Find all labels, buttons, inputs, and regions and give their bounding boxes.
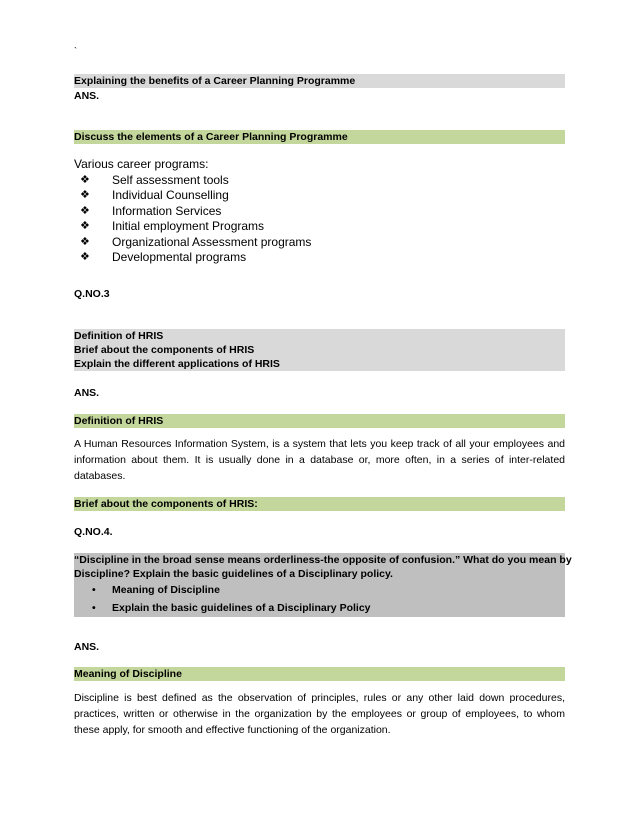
q4-question-block xyxy=(74,553,572,617)
diamond-bullet-icon: ❖ xyxy=(80,189,90,201)
hris-definition-paragraph: A Human Resources Information System, is a system that lets you keep track of all your employees and information about them. It is usually done in a database or, more often, in a series of inter-related databases. xyxy=(74,438,565,482)
list-item: ❖ Developmental programs xyxy=(80,250,247,264)
list-intro: Various career programs: xyxy=(74,157,209,171)
q3-question-3: Explain the different applications of HRIS xyxy=(74,357,565,371)
q4-bullet-item: • Explain the basic guidelines of a Disciplinary Policy xyxy=(74,599,565,617)
q4-question-line-1: “Discipline in the broad sense means orderliness-the opposite of confusion.” What do you mean by xyxy=(74,554,572,566)
ans-label-q3: ANS. xyxy=(74,387,100,399)
list-item: ❖ Self assessment tools xyxy=(80,172,229,187)
heading-career-benefits: Explaining the benefits of a Career Planning Programme xyxy=(74,74,565,88)
heading-career-elements: Discuss the elements of a Career Planning Programme xyxy=(74,130,565,144)
discipline-meaning-paragraph: Discipline is best defined as the observation of principles, rules or any other laid down procedures, practices, written or otherwise in the organization by the employees or group of employees, to whom these apply, for smooth and effective functioning of the organization. xyxy=(74,692,565,736)
q3-question-1: Definition of HRIS xyxy=(74,329,565,343)
bullet-dot-icon: • xyxy=(92,602,96,614)
list-item: ❖ Individual Counselling xyxy=(80,188,229,202)
q4-question-line-2: Discipline? Explain the basic guidelines of a Disciplinary policy. xyxy=(74,568,393,580)
diamond-bullet-icon: ❖ xyxy=(80,204,90,217)
career-programs-list xyxy=(74,157,311,266)
heading-meaning-discipline: Meaning of Discipline xyxy=(74,667,565,681)
heading-definition-hris: Definition of HRIS xyxy=(74,414,565,428)
list-item: ❖ Initial employment Programs xyxy=(80,219,265,233)
ans-label-q4: ANS. xyxy=(74,641,100,653)
question-number-3: Q.NO.3 xyxy=(74,288,110,300)
q3-question-2: Brief about the components of HRIS xyxy=(74,343,565,357)
question-number-4: Q.NO.4. xyxy=(74,526,113,538)
heading-hris-components: Brief about the components of HRIS: xyxy=(74,497,565,511)
bullet-dot-icon: • xyxy=(92,584,96,596)
stray-mark: ` xyxy=(74,46,77,56)
diamond-bullet-icon: ❖ xyxy=(80,251,90,263)
diamond-bullet-icon: ❖ xyxy=(80,235,90,248)
q4-bullet-item: • Meaning of Discipline xyxy=(74,581,565,599)
diamond-bullet-icon: ❖ xyxy=(80,220,90,232)
list-item: ❖ Information Services xyxy=(80,203,222,218)
list-item: ❖ Organizational Assessment programs xyxy=(80,234,312,249)
ans-label-1: ANS. xyxy=(74,90,100,102)
diamond-bullet-icon: ❖ xyxy=(80,173,90,186)
